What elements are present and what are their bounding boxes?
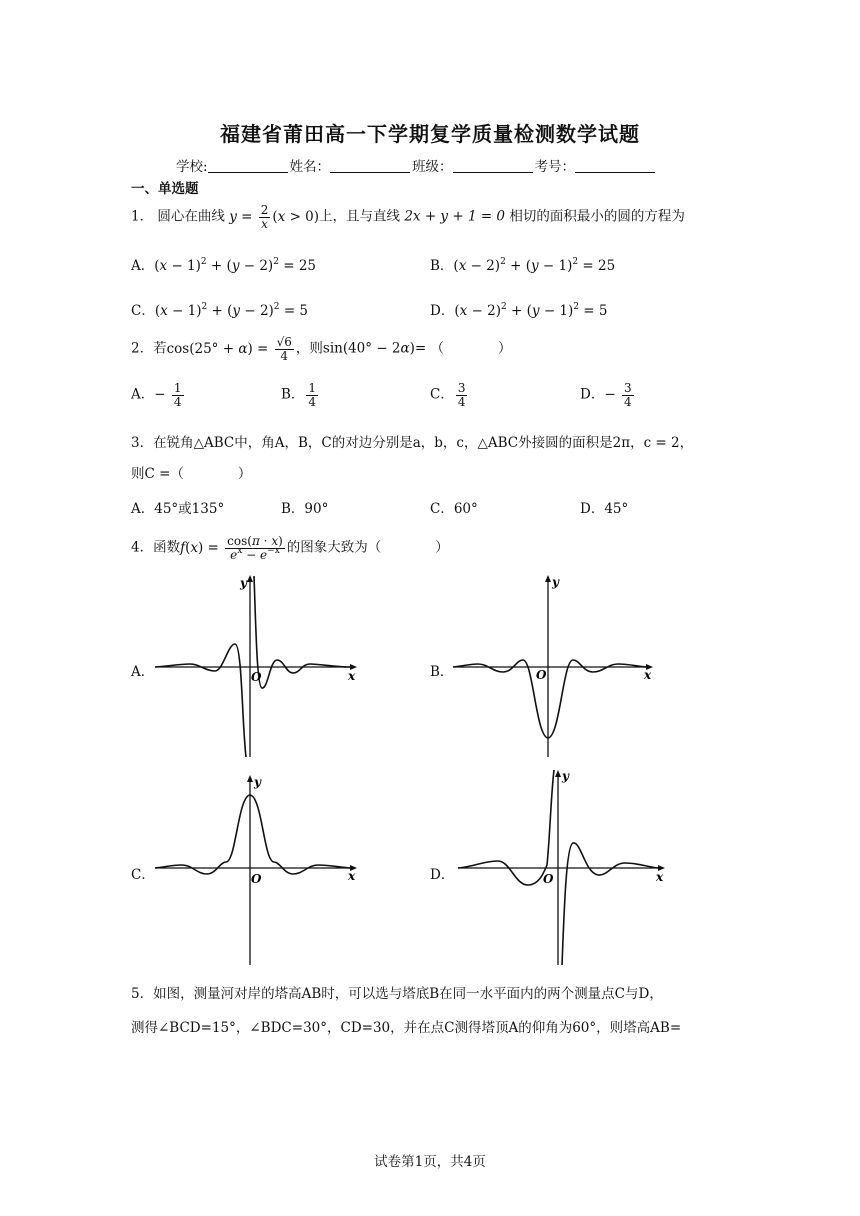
graph-d[interactable] [453, 765, 673, 970]
graph-a-x-label: x [348, 669, 356, 683]
q3-line-1: 3．在锐角△ABC中，角A，B，C的对边分别是a，b，c，△ABC外接圆的面积是2π，c = 2， [131, 435, 694, 451]
graph-c-origin-label: O [251, 872, 262, 886]
q2-mid: ，则 [295, 340, 323, 357]
q2-end: = （ ） [414, 340, 512, 357]
graph-b-origin-label: O [536, 668, 547, 682]
graph-c-x-label: x [348, 869, 356, 883]
q4-label-a[interactable]: A． [131, 664, 155, 680]
number-label: 考号： [534, 159, 576, 175]
graph-d-y-label: y [562, 769, 569, 783]
graph-a-origin-label: O [251, 670, 262, 684]
q4-end: 的图象大致为（ ） [286, 539, 449, 556]
q5-line-1: 5．如图，测量河对岸的塔高AB时，可以选与塔底B在同一水平面内的两个测量点C与D， [131, 986, 663, 1002]
q1-text-c: 相切的面积最小的圆的方程为 [509, 208, 685, 225]
q1-option-b[interactable]: B．$(x - 2)^2 + (y - 1)^2 = 25$ [430, 257, 616, 274]
q2-number: 2．若 [131, 340, 167, 357]
q1-option-a[interactable]: A．$(x - 1)^2 + (y - 2)^2 = 25$ [131, 257, 317, 274]
question-2 [131, 336, 512, 362]
graph-a-right-curve [254, 576, 350, 688]
graph-c-curve [155, 795, 350, 874]
question-1 [131, 204, 685, 230]
q3-line-2: 则C =（ ） [131, 466, 252, 482]
graph-a-y-label: y [240, 576, 247, 590]
q1-text-b: 上，且与直线 [319, 208, 401, 225]
q1-number: 1． [131, 208, 154, 225]
graph-c[interactable] [150, 770, 365, 970]
graph-a-left-curve [155, 644, 246, 757]
class-label: 班级： [412, 159, 453, 175]
q4-number: 4．函数 [131, 539, 181, 556]
q5-line-2: 测得∠BCD=15°，∠BDC=30°，CD=30，并在点C测得塔顶A的仰角为60°，则塔高AB= [131, 1020, 682, 1036]
student-info-line [176, 155, 657, 175]
graph-b-curve [453, 660, 646, 738]
graph-a[interactable] [150, 572, 365, 762]
graph-b-x-label: x [644, 668, 652, 682]
graph-c-y-label: y [254, 775, 261, 789]
graph-d-x-label: x [656, 870, 664, 884]
q3-option-b[interactable]: B．90° [281, 501, 329, 517]
page-footer: 试卷第1页，共4页 [374, 1154, 486, 1170]
class-blank[interactable] [453, 159, 533, 173]
q1-line-formula: 2x + y + 1 = 0 [404, 208, 506, 225]
q4-label-c[interactable]: C． [131, 867, 155, 883]
q2-target-formula: sin(40° − 2α) [322, 340, 415, 357]
q2-option-c[interactable]: C． $\frac{3}{4}$ [430, 381, 466, 409]
q1-option-d[interactable]: D．$(x - 2)^2 + (y - 1)^2 = 5$ [430, 302, 608, 319]
name-blank[interactable] [330, 159, 410, 173]
q4-label-b[interactable]: B． [430, 664, 454, 680]
question-4 [131, 535, 449, 561]
q2-option-b[interactable]: B． $\frac{1}{4}$ [281, 381, 317, 409]
q3-option-a[interactable]: A．45°或135° [131, 501, 225, 517]
graph-d-right-curve [562, 843, 658, 965]
graph-d-origin-label: O [543, 872, 554, 886]
graph-b-y-label: y [552, 575, 559, 589]
section-heading: 一、单选题 [131, 181, 199, 197]
name-label: 姓名： [289, 159, 331, 175]
q1-text-a: 圆心在曲线 [157, 208, 225, 225]
graph-b[interactable] [448, 572, 663, 762]
number-blank[interactable] [575, 159, 655, 173]
q2-option-d[interactable]: D．− $\frac{3}{4}$ [580, 381, 632, 409]
school-label: 学校: [176, 159, 208, 175]
q4-function-formula: f(x) = $\frac{\cos(\pi \cdot x)}{e^x - e^{-x}}$ [180, 534, 283, 562]
q1-option-c[interactable]: C．$(x - 1)^2 + (y - 2)^2 = 5$ [131, 302, 309, 319]
q3-option-d[interactable]: D．45° [580, 501, 629, 517]
q4-label-d[interactable]: D． [430, 867, 455, 883]
page-title: 福建省莆田高一下学期复学质量检测数学试题 [220, 122, 640, 146]
q3-option-c[interactable]: C．60° [430, 501, 478, 517]
q2-given-formula: cos(25° + α) = $\frac{√6}{4}$ [166, 335, 292, 363]
q1-curve-formula: y = $\frac{2}{x}$ (x > 0) [229, 203, 320, 231]
q2-option-a[interactable]: A．− $\frac{1}{4}$ [131, 381, 182, 409]
school-blank[interactable] [208, 159, 288, 173]
